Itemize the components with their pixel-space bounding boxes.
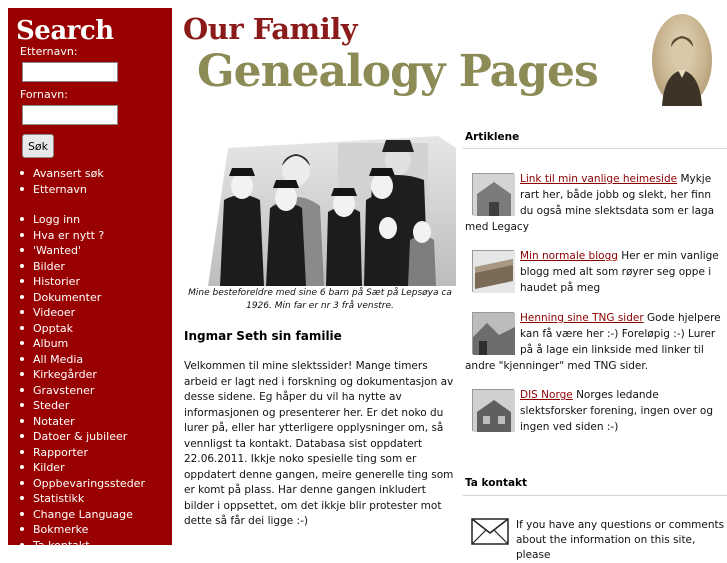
main-menu (20, 212, 145, 553)
menu-item-whats-new[interactable]: Hva er nytt ? (20, 228, 145, 244)
menu-item-videos[interactable]: Videoer (20, 305, 145, 321)
menu-item-places[interactable]: Steder (20, 398, 145, 414)
articles-heading: Artiklene (465, 131, 520, 143)
menu-item-bookmark[interactable]: Bokmerke (20, 522, 145, 538)
article-link-tng[interactable]: Henning sine TNG sider (520, 312, 644, 324)
menu-item-wanted[interactable]: 'Wanted' (20, 243, 145, 259)
etternavn-label: Etternavn: (20, 45, 78, 58)
menu-item-all-media[interactable]: All Media (20, 352, 145, 368)
site-title-line1: Our Family (183, 12, 358, 46)
contact-heading: Ta kontakt (465, 477, 528, 489)
fornavn-label: Fornavn: (20, 88, 68, 101)
main-heading: Ingmar Seth sin familie (184, 329, 342, 343)
article-thumbnail[interactable] (472, 389, 514, 431)
advanced-search-link[interactable]: Avansert søk (20, 166, 104, 182)
article-item (465, 248, 727, 296)
menu-item-login[interactable]: Logg inn (20, 212, 145, 228)
article-description: Mykje rart her, både jobb og slekt, her finn du også mine slektsdata som er laga med Legacy (465, 173, 715, 233)
search-links (20, 166, 104, 197)
article-description: Norges ledande slektsforsker forening, ingen over og ingen ved siden :-) (520, 389, 714, 433)
article-thumbnail[interactable] (472, 250, 514, 292)
article-description: Gode hjelpere kan få være her :-) Foreløpig :-) Lurer på å lage ein linkside med linker til andre "kjenninger" med TNG sider. (465, 312, 721, 372)
article-description: Her er min vanlige blogg med alt som røyrer seg oppe i haudet på meg (520, 250, 719, 294)
article-item (465, 171, 727, 235)
site-title-line2: Genealogy Pages (197, 46, 598, 97)
portrait-photo (652, 14, 712, 106)
menu-item-change-language[interactable]: Change Language (20, 507, 145, 523)
search-button[interactable]: Søk (22, 134, 54, 158)
contact-divider (463, 495, 727, 496)
search-title: Search (16, 16, 114, 46)
menu-item-photos[interactable]: Bilder (20, 259, 145, 275)
surnames-link[interactable]: Etternavn (20, 182, 104, 198)
article-link-blogg[interactable]: Min normale blogg (520, 250, 618, 262)
photo-caption: Mine besteforeldre med sine 6 barn på Sæt på Lepsøya ca 1926. Min far er nr 3 frå venstre. (188, 288, 452, 311)
menu-item-dates-anniversaries[interactable]: Datoer & jubileer (20, 429, 145, 445)
article-thumbnail[interactable] (472, 173, 514, 215)
menu-item-cemeteries[interactable]: Kirkegårder (20, 367, 145, 383)
menu-item-documents[interactable]: Dokumenter (20, 290, 145, 306)
article-item (465, 387, 727, 435)
welcome-text: Velkommen til mine slektssider! Mange timers arbeid er lagt ned i forskning og dokumentasjon av desse sidene. Eg håper du vil ha nytte av informasjonen og presenterer her. Er det noko du lurer på, eller har ytterligere opplysninger om, så vennligst ta kontakt. Databasa sist oppdatert 22.06.2011. Ikkje noko spesielle ting som er oppdatert denne gangen, meire generelle ting som er komt på plass. Har denne gangen inkludert bilder i oppsettet, om det ikkje blir protester mot dette så får dei ligge :-) (184, 360, 454, 527)
etternavn-input[interactable] (22, 62, 118, 82)
menu-item-reports[interactable]: Rapporter (20, 445, 145, 461)
menu-item-contact[interactable]: Ta kontakt (20, 538, 145, 554)
menu-item-repositories[interactable]: Oppbevaringssteder (20, 476, 145, 492)
menu-item-histories[interactable]: Historier (20, 274, 145, 290)
fornavn-input[interactable] (22, 105, 118, 125)
contact-text: If you have any questions or comments about the information on this site, please (516, 519, 725, 561)
menu-item-sources[interactable]: Kilder (20, 460, 145, 476)
mail-icon[interactable] (471, 518, 509, 545)
menu-item-recordings[interactable]: Opptak (20, 321, 145, 337)
menu-item-headstones[interactable]: Gravstener (20, 383, 145, 399)
article-thumbnail[interactable] (472, 312, 514, 354)
articles-divider (463, 148, 727, 149)
article-link-heimeside[interactable]: Link til min vanlige heimeside (520, 173, 678, 185)
menu-item-albums[interactable]: Album (20, 336, 145, 352)
menu-item-statistics[interactable]: Statistikk (20, 491, 145, 507)
menu-item-notes[interactable]: Notater (20, 414, 145, 430)
article-link-dis-norge[interactable]: DIS Norge (520, 389, 573, 401)
article-item (465, 310, 727, 374)
family-photo (188, 128, 456, 286)
search-sidebar (8, 8, 172, 552)
